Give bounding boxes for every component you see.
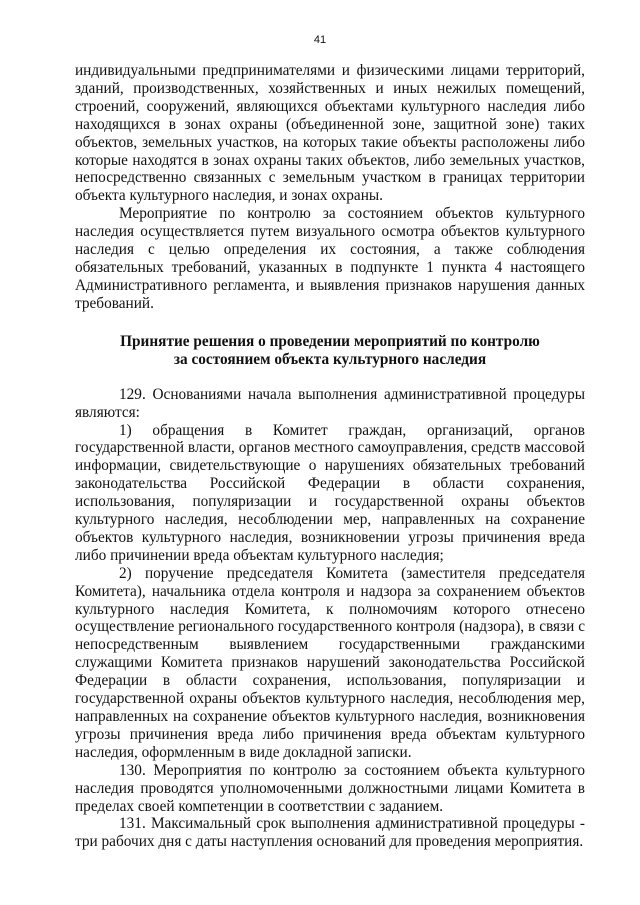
section-heading-line-2: за состоянием объекта культурного наследия xyxy=(173,350,487,368)
document-body xyxy=(75,62,585,851)
paragraph-monitoring-method: Мероприятие по контролю за состоянием объектов культурного наследия осуществляется путем визуального осмотра объектов культурного наследия с целью определения их состояния, а также соблюдения обязательных требований, указанных в подпункте 1 пункта 4 настоящего Административного регламента, и выявления признаков нарушения данных требований. xyxy=(75,205,585,312)
paragraph-130: 130. Мероприятия по контролю за состоянием объекта культурного наследия проводятся уполномоченными должностными лицами Комитета в пределах своей компетенции в соответствии с заданием. xyxy=(75,761,585,815)
paragraph-129: 129. Основаниями начала выполнения административной процедуры являются: xyxy=(75,385,585,421)
section-heading xyxy=(75,333,585,369)
page-number: 41 xyxy=(313,34,327,46)
paragraph-continuation: индивидуальными предпринимателями и физическими лицами территорий, зданий, производственных, хозяйственных и иных нежилых помещений, строений, сооружений, являющихся объектами культурного наследия либо находящихся в зонах охраны (объединенной зоне, защитной зоне) таких объектов, земельных участков, на которых такие объекты расположены либо которые находятся в зонах охраны таких объектов, либо земельных участков, непосредственно связанных с земельным участком в границах территории объекта культурного наследия, и зонах охраны. xyxy=(75,62,585,205)
paragraph-129-item-1: 1) обращения в Комитет граждан, организаций, органов государственной власти, органов местного самоуправления, средств массовой информации, свидетельствующие о нарушениях обязательных требований законодательства Российской Федерации в области сохранения, использования, популяризации и государственной охраны объектов культурного наследия, несоблюдении мер, направленных на сохранение объектов культурного наследия, возникновении угрозы причинения вреда либо причинении вреда объектам культурного наследия; xyxy=(75,421,585,564)
section-heading-line-1: Принятие решения о проведении мероприятий по контролю xyxy=(120,332,540,350)
paragraph-131: 131. Максимальный срок выполнения административной процедуры - три рабочих дня с даты наступления оснований для проведения мероприятия. xyxy=(75,815,585,851)
paragraph-129-item-2: 2) поручение председателя Комитета (заместителя председателя Комитета), начальника отдела контроля и надзора за сохранением объектов культурного наследия Комитета, к полномочиям которого отнесено осуществление регионального государственного контроля (надзора), в связи с непосредственным выявлением государственными гражданскими служащими Комитета признаков нарушений законодательства Российской Федерации в области сохранения, использования, популяризации и государственной охраны объектов культурного наследия, несоблюдения мер, направленных на сохранение объектов культурного наследия, возникновения угрозы причинения вреда либо причинения вреда объектам культурного наследия, оформленным в виде докладной записки. xyxy=(75,564,585,761)
